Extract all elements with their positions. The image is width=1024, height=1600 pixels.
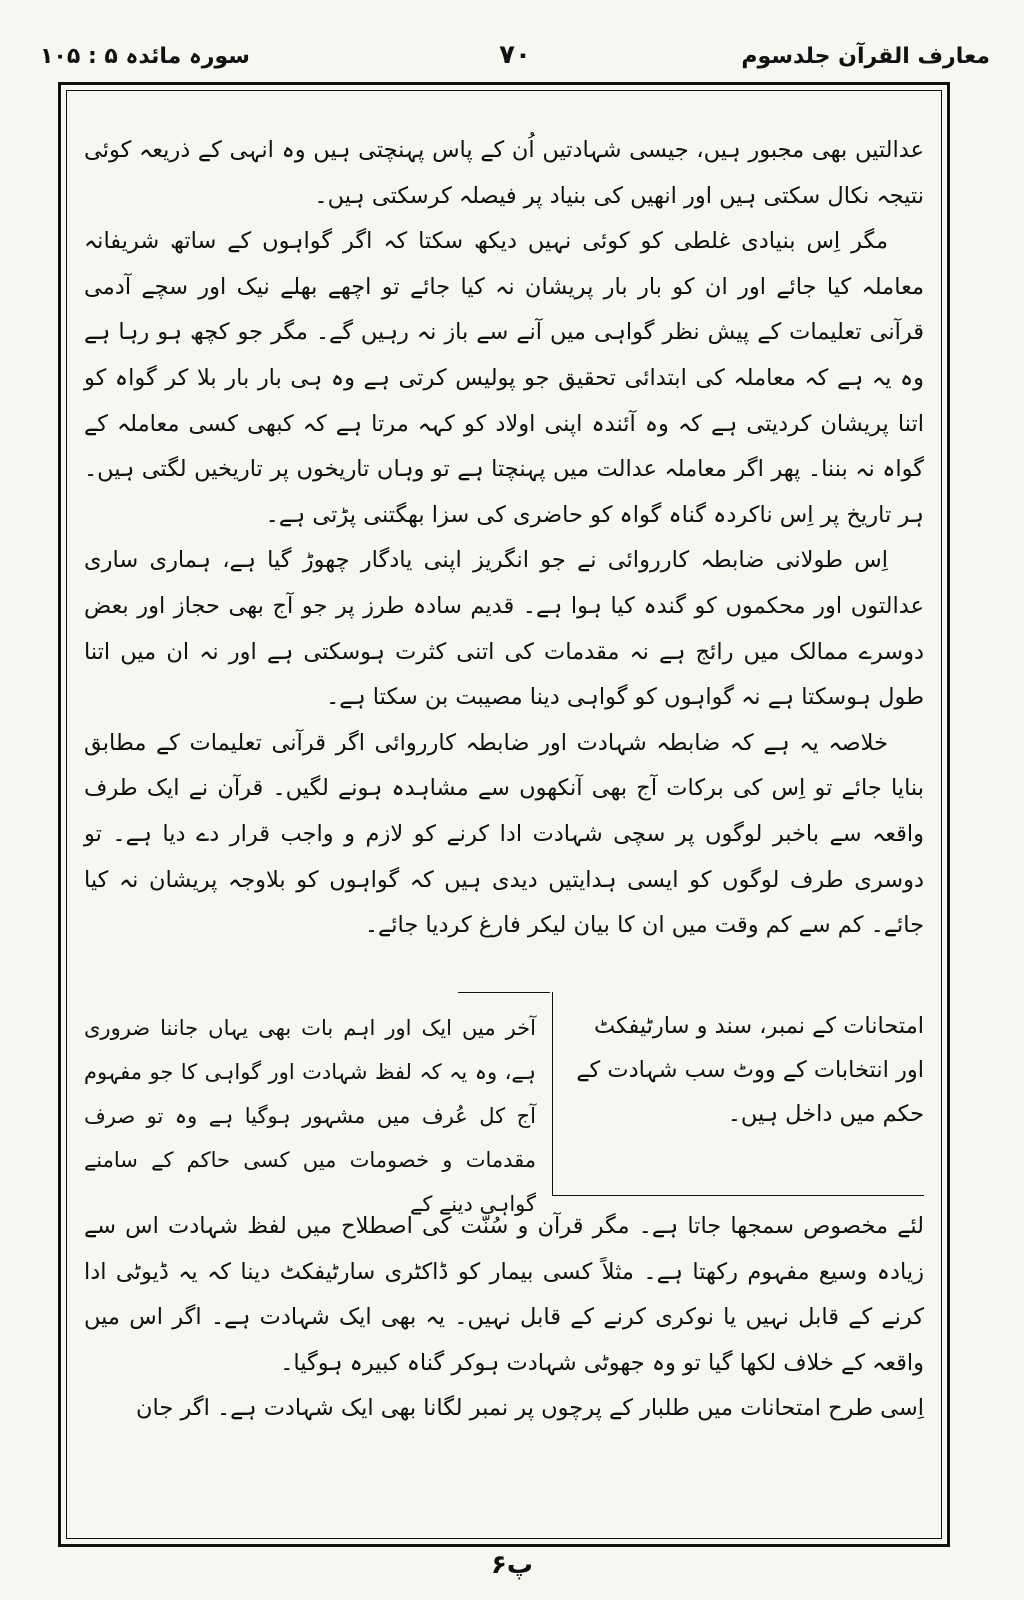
book-title: معارف القرآن جلدسوم: [741, 44, 990, 69]
paragraph-5-continued: لئے مخصوص سمجھا جاتا ہے۔ مگر قرآن و سُنّت کی اصطلاح میں لفظ شہادت اس سے زیادہ وسیع مفہوم رکھتا ہے۔ مثلاً کسی بیمار کو ڈاکٹری سارٹیفکٹ دینا کہ یہ ڈیوٹی ادا کرنے کے قابل نہیں یا نوکری کرنے کے قابل نہیں۔ یہ بھی ایک شہادت ہے۔ اگر اس میں واقعہ کے خلاف لکھا گیا تو وہ جھوٹی شہادت ہوکر گناہ کبیرہ ہوگیا۔: [84, 1213, 924, 1376]
surah-reference: سورہ مائدہ ۵ : ۱۰۵: [40, 44, 250, 69]
main-text-block: [84, 128, 924, 949]
paragraph-6: اِسی طرح امتحانات میں طلبار کے پرچوں پر نمبر لگانا بھی ایک شہادت ہے۔ اگر جان: [136, 1395, 924, 1422]
paragraph-3: اِس طولانی ضابطہ کارروائی نے جو انگریز اپنی یادگار چھوڑ گیا ہے، ہماری ساری عدالتوں اور محکموں کو گندہ کیا ہوا ہے۔ قدیم سادہ طرز پر جو آج بھی حجاز اور بعض دوسرے ممالک میں رائج ہے نہ مقدمات کی اتنی کثرت ہوسکتی ہے اور نہ ان میں اتنا طول ہوسکتا ہے نہ گواہوں کو گواہی دینا مصیبت بن سکتا ہے۔: [84, 547, 924, 711]
running-header: [40, 38, 990, 78]
side-note-box: امتحانات کے نمبر، سند و سارٹیفکٹ اور انتخابات کے ووٹ سب شہادت کے حکم میں داخل ہیں۔: [552, 992, 924, 1196]
page-number: ۷۰: [499, 40, 531, 70]
sidebox-row: [84, 992, 924, 1216]
main-text-block-lower: [84, 1204, 924, 1432]
paragraph-1: عدالتیں بھی مجبور ہیں، جیسی شہادتیں اُن کے پاس پہنچتی ہیں وہ انہی کے ذریعہ کوئی نتیجہ نکال سکتی ہیں اور انھیں کی بنیاد پر فیصلہ کرسکتی ہیں۔: [84, 137, 924, 209]
paragraph-4: خلاصہ یہ ہے کہ ضابطہ شہادت اور ضابطہ کارروائی اگر قرآنی تعلیمات کے مطابق بنایا جائے تو اِس کی برکات آج بھی آنکھوں سے مشاہدہ ہونے لگیں۔ قرآن نے ایک طرف واقعہ سے باخبر لوگوں پر سچی شہادت ادا کرنے کو لازم و واجب قرار دے دیا ہے۔ تو دوسری طرف لوگوں کو ایسی ہدایتیں دیدی ہیں کہ گواہوں کو بلاوجہ پریشان نہ کیا جائے۔ کم سے کم وقت میں ان کا بیان لیکر فارغ کردیا جائے۔: [84, 729, 924, 939]
signature-mark: پ۶: [490, 1550, 533, 1580]
paragraph-5-start: آخر میں ایک اور اہم بات بھی یہاں جاننا ضروری ہے، وہ یہ کہ لفظ شہادت اور گواہی کا جو مفہوم آج کل عُرف میں مشہور ہوگیا ہے وہ تو صرف مقدمات و خصومات میں کسی حاکم کے سامنے گواہی دینے کے: [84, 1016, 536, 1216]
paragraph-2: مگر اِس بنیادی غلطی کو کوئی نہیں دیکھ سکتا کہ اگر گواہوں کے ساتھ شریفانہ معاملہ کیا جائے اور ان کو بار بار پریشان نہ کیا جائے تو اچھے بھلے نیک اور سچے آدمی قرآنی تعلیمات کے پیش نظر گواہی میں آنے سے باز نہ رہیں گے۔ مگر جو کچھ ہو رہا ہے وہ یہ ہے کہ معاملہ کی ابتدائی تحقیق جو پولیس کرتی ہے وہ ہی بار بار بلا کر گواہ کو اتنا پریشان کردیتی ہے کہ وہ آئندہ اپنی اولاد کو کہہ مرتا ہے کہ کبھی کسی معاملہ کے گواہ نہ بننا۔ پھر اگر معاملہ عدالت میں پہنچتا ہے تو وہاں تاریخوں پر تاریخیں لگتی ہیں۔ ہر تاریخ پر اِس ناکردہ گناہ گواہ کو حاضری کی سزا بھگتنی پڑتی ہے۔: [84, 228, 924, 528]
